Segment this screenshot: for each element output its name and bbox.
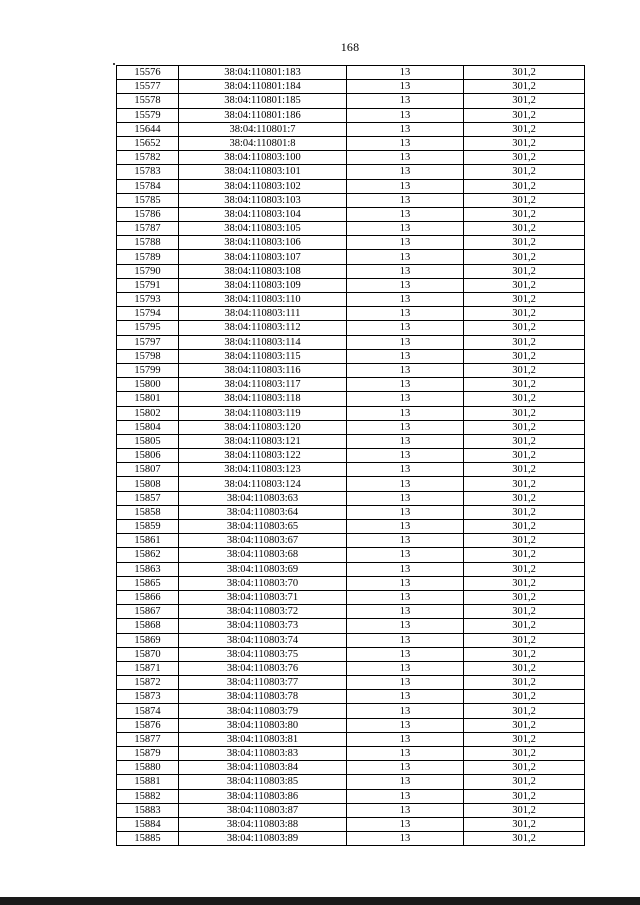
value-cell: 301,2 — [464, 293, 585, 307]
code-cell: 13 — [347, 803, 464, 817]
value-cell: 301,2 — [464, 193, 585, 207]
value-cell: 301,2 — [464, 108, 585, 122]
cadastral-number-cell: 38:04:110803:108 — [179, 264, 347, 278]
code-cell: 13 — [347, 534, 464, 548]
record-number-cell: 15866 — [117, 590, 179, 604]
table-row — [117, 633, 585, 647]
record-number-cell: 15652 — [117, 136, 179, 150]
table-row — [117, 165, 585, 179]
cadastral-number-cell: 38:04:110803:122 — [179, 449, 347, 463]
value-cell: 301,2 — [464, 406, 585, 420]
cadastral-number-cell: 38:04:110803:63 — [179, 491, 347, 505]
value-cell: 301,2 — [464, 619, 585, 633]
record-number-cell: 15805 — [117, 434, 179, 448]
table-row — [117, 590, 585, 604]
record-number-cell: 15785 — [117, 193, 179, 207]
code-cell: 13 — [347, 293, 464, 307]
record-number-cell: 15876 — [117, 718, 179, 732]
code-cell: 13 — [347, 80, 464, 94]
value-cell: 301,2 — [464, 817, 585, 831]
record-number-cell: 15877 — [117, 732, 179, 746]
code-cell: 13 — [347, 817, 464, 831]
record-number-cell: 15797 — [117, 335, 179, 349]
table-row — [117, 207, 585, 221]
code-cell: 13 — [347, 590, 464, 604]
value-cell: 301,2 — [464, 349, 585, 363]
value-cell: 301,2 — [464, 236, 585, 250]
value-cell: 301,2 — [464, 250, 585, 264]
value-cell: 301,2 — [464, 732, 585, 746]
code-cell: 13 — [347, 406, 464, 420]
code-cell: 13 — [347, 122, 464, 136]
value-cell: 301,2 — [464, 165, 585, 179]
cadastral-number-cell: 38:04:110803:68 — [179, 548, 347, 562]
table-row — [117, 236, 585, 250]
code-cell: 13 — [347, 378, 464, 392]
record-number-cell: 15857 — [117, 491, 179, 505]
cadastral-number-cell: 38:04:110803:111 — [179, 307, 347, 321]
code-cell: 13 — [347, 704, 464, 718]
code-cell: 13 — [347, 222, 464, 236]
table-row — [117, 250, 585, 264]
code-cell: 13 — [347, 108, 464, 122]
cadastral-number-cell: 38:04:110803:77 — [179, 676, 347, 690]
value-cell: 301,2 — [464, 718, 585, 732]
code-cell: 13 — [347, 619, 464, 633]
table-row — [117, 278, 585, 292]
value-cell: 301,2 — [464, 633, 585, 647]
record-number-cell: 15879 — [117, 747, 179, 761]
code-cell: 13 — [347, 605, 464, 619]
cadastral-number-cell: 38:04:110803:89 — [179, 832, 347, 846]
record-number-cell: 15808 — [117, 477, 179, 491]
table-row — [117, 619, 585, 633]
cadastral-number-cell: 38:04:110803:69 — [179, 562, 347, 576]
code-cell: 13 — [347, 491, 464, 505]
table-row — [117, 562, 585, 576]
value-cell: 301,2 — [464, 335, 585, 349]
record-number-cell: 15789 — [117, 250, 179, 264]
cadastral-number-cell: 38:04:110801:8 — [179, 136, 347, 150]
value-cell: 301,2 — [464, 321, 585, 335]
table-row — [117, 732, 585, 746]
record-number-cell: 15784 — [117, 179, 179, 193]
table-row — [117, 136, 585, 150]
table-row — [117, 222, 585, 236]
value-cell: 301,2 — [464, 747, 585, 761]
table-row — [117, 505, 585, 519]
record-number-cell: 15790 — [117, 264, 179, 278]
value-cell: 301,2 — [464, 136, 585, 150]
table-row — [117, 434, 585, 448]
record-number-cell: 15871 — [117, 661, 179, 675]
table-row — [117, 363, 585, 377]
record-number-cell: 15799 — [117, 363, 179, 377]
cadastral-number-cell: 38:04:110803:73 — [179, 619, 347, 633]
code-cell: 13 — [347, 236, 464, 250]
table-row — [117, 477, 585, 491]
cadastral-number-cell: 38:04:110801:184 — [179, 80, 347, 94]
table-row — [117, 690, 585, 704]
table-row — [117, 151, 585, 165]
value-cell: 301,2 — [464, 520, 585, 534]
value-cell: 301,2 — [464, 534, 585, 548]
cadastral-number-cell: 38:04:110803:119 — [179, 406, 347, 420]
cadastral-number-cell: 38:04:110803:115 — [179, 349, 347, 363]
code-cell: 13 — [347, 307, 464, 321]
code-cell: 13 — [347, 548, 464, 562]
code-cell: 13 — [347, 463, 464, 477]
code-cell: 13 — [347, 562, 464, 576]
value-cell: 301,2 — [464, 307, 585, 321]
cadastral-number-cell: 38:04:110803:85 — [179, 775, 347, 789]
record-number-cell: 15800 — [117, 378, 179, 392]
code-cell: 13 — [347, 94, 464, 108]
code-cell: 13 — [347, 732, 464, 746]
record-number-cell: 15863 — [117, 562, 179, 576]
value-cell: 301,2 — [464, 449, 585, 463]
cadastral-number-cell: 38:04:110803:117 — [179, 378, 347, 392]
cadastral-number-cell: 38:04:110803:71 — [179, 590, 347, 604]
code-cell: 13 — [347, 264, 464, 278]
table-row — [117, 576, 585, 590]
value-cell: 301,2 — [464, 207, 585, 221]
cadastral-number-cell: 38:04:110803:102 — [179, 179, 347, 193]
value-cell: 301,2 — [464, 676, 585, 690]
table-row — [117, 293, 585, 307]
code-cell: 13 — [347, 676, 464, 690]
table-row — [117, 193, 585, 207]
value-cell: 301,2 — [464, 505, 585, 519]
code-cell: 13 — [347, 633, 464, 647]
code-cell: 13 — [347, 832, 464, 846]
code-cell: 13 — [347, 505, 464, 519]
code-cell: 13 — [347, 420, 464, 434]
record-number-cell: 15791 — [117, 278, 179, 292]
record-number-cell: 15873 — [117, 690, 179, 704]
table-row — [117, 676, 585, 690]
code-cell: 13 — [347, 136, 464, 150]
table-row — [117, 704, 585, 718]
table-row — [117, 661, 585, 675]
code-cell: 13 — [347, 690, 464, 704]
value-cell: 301,2 — [464, 378, 585, 392]
value-cell: 301,2 — [464, 661, 585, 675]
table-row — [117, 66, 585, 80]
code-cell: 13 — [347, 661, 464, 675]
record-number-cell: 15883 — [117, 803, 179, 817]
cadastral-number-cell: 38:04:110803:109 — [179, 278, 347, 292]
code-cell: 13 — [347, 151, 464, 165]
value-cell: 301,2 — [464, 463, 585, 477]
code-cell: 13 — [347, 576, 464, 590]
value-cell: 301,2 — [464, 392, 585, 406]
table-row — [117, 832, 585, 846]
record-number-cell: 15579 — [117, 108, 179, 122]
value-cell: 301,2 — [464, 803, 585, 817]
record-number-cell: 15861 — [117, 534, 179, 548]
cadastral-number-cell: 38:04:110803:123 — [179, 463, 347, 477]
value-cell: 301,2 — [464, 832, 585, 846]
table-row — [117, 548, 585, 562]
cadastral-number-cell: 38:04:110801:183 — [179, 66, 347, 80]
code-cell: 13 — [347, 520, 464, 534]
cadastral-number-cell: 38:04:110803:88 — [179, 817, 347, 831]
table-row — [117, 335, 585, 349]
code-cell: 13 — [347, 321, 464, 335]
cadastral-number-cell: 38:04:110803:72 — [179, 605, 347, 619]
record-number-cell: 15881 — [117, 775, 179, 789]
table-row — [117, 420, 585, 434]
record-number-cell: 15870 — [117, 647, 179, 661]
cadastral-number-cell: 38:04:110803:104 — [179, 207, 347, 221]
table-row — [117, 647, 585, 661]
code-cell: 13 — [347, 392, 464, 406]
code-cell: 13 — [347, 349, 464, 363]
record-number-cell: 15867 — [117, 605, 179, 619]
record-number-cell: 15804 — [117, 420, 179, 434]
value-cell: 301,2 — [464, 789, 585, 803]
cadastral-number-cell: 38:04:110803:70 — [179, 576, 347, 590]
table-row — [117, 392, 585, 406]
table-row — [117, 534, 585, 548]
record-number-cell: 15885 — [117, 832, 179, 846]
record-number-cell: 15795 — [117, 321, 179, 335]
cadastral-number-cell: 38:04:110803:81 — [179, 732, 347, 746]
cadastral-number-cell: 38:04:110803:76 — [179, 661, 347, 675]
cadastral-number-cell: 38:04:110803:65 — [179, 520, 347, 534]
cadastral-number-cell: 38:04:110803:114 — [179, 335, 347, 349]
code-cell: 13 — [347, 165, 464, 179]
table-row — [117, 817, 585, 831]
scan-speck — [113, 63, 115, 65]
value-cell: 301,2 — [464, 363, 585, 377]
code-cell: 13 — [347, 66, 464, 80]
record-number-cell: 15802 — [117, 406, 179, 420]
record-number-cell: 15882 — [117, 789, 179, 803]
record-number-cell: 15577 — [117, 80, 179, 94]
record-number-cell: 15884 — [117, 817, 179, 831]
value-cell: 301,2 — [464, 420, 585, 434]
cadastral-number-cell: 38:04:110803:100 — [179, 151, 347, 165]
value-cell: 301,2 — [464, 690, 585, 704]
code-cell: 13 — [347, 363, 464, 377]
record-number-cell: 15794 — [117, 307, 179, 321]
table-row — [117, 775, 585, 789]
code-cell: 13 — [347, 477, 464, 491]
cadastral-number-cell: 38:04:110803:106 — [179, 236, 347, 250]
cadastral-number-cell: 38:04:110803:64 — [179, 505, 347, 519]
value-cell: 301,2 — [464, 491, 585, 505]
table-row — [117, 761, 585, 775]
table-row — [117, 122, 585, 136]
record-number-cell: 15880 — [117, 761, 179, 775]
record-number-cell: 15868 — [117, 619, 179, 633]
value-cell: 301,2 — [464, 122, 585, 136]
code-cell: 13 — [347, 434, 464, 448]
table-row — [117, 463, 585, 477]
value-cell: 301,2 — [464, 647, 585, 661]
cadastral-number-cell: 38:04:110803:84 — [179, 761, 347, 775]
cadastral-number-cell: 38:04:110803:80 — [179, 718, 347, 732]
record-number-cell: 15786 — [117, 207, 179, 221]
value-cell: 301,2 — [464, 548, 585, 562]
value-cell: 301,2 — [464, 94, 585, 108]
table-row — [117, 520, 585, 534]
value-cell: 301,2 — [464, 66, 585, 80]
cadastral-number-cell: 38:04:110803:110 — [179, 293, 347, 307]
scan-bottom-edge — [0, 897, 640, 905]
cadastral-number-cell: 38:04:110803:103 — [179, 193, 347, 207]
table-row — [117, 406, 585, 420]
record-number-cell: 15793 — [117, 293, 179, 307]
table-row — [117, 264, 585, 278]
cadastral-number-cell: 38:04:110803:79 — [179, 704, 347, 718]
value-cell: 301,2 — [464, 434, 585, 448]
cadastral-number-cell: 38:04:110803:74 — [179, 633, 347, 647]
table-row — [117, 349, 585, 363]
code-cell: 13 — [347, 761, 464, 775]
code-cell: 13 — [347, 207, 464, 221]
table-row — [117, 94, 585, 108]
table-row — [117, 80, 585, 94]
cadastral-number-cell: 38:04:110803:86 — [179, 789, 347, 803]
cadastral-number-cell: 38:04:110803:67 — [179, 534, 347, 548]
cadastral-number-cell: 38:04:110803:124 — [179, 477, 347, 491]
record-number-cell: 15787 — [117, 222, 179, 236]
code-cell: 13 — [347, 647, 464, 661]
table-row — [117, 449, 585, 463]
cadastral-number-cell: 38:04:110801:7 — [179, 122, 347, 136]
table-row — [117, 321, 585, 335]
page-number: 168 — [340, 40, 360, 54]
table-row — [117, 378, 585, 392]
record-number-cell: 15801 — [117, 392, 179, 406]
record-number-cell: 15576 — [117, 66, 179, 80]
table-row — [117, 307, 585, 321]
record-number-cell: 15862 — [117, 548, 179, 562]
value-cell: 301,2 — [464, 264, 585, 278]
record-number-cell: 15806 — [117, 449, 179, 463]
value-cell: 301,2 — [464, 562, 585, 576]
record-number-cell: 15644 — [117, 122, 179, 136]
cadastral-number-cell: 38:04:110803:116 — [179, 363, 347, 377]
record-number-cell: 15807 — [117, 463, 179, 477]
cadastral-number-cell: 38:04:110803:120 — [179, 420, 347, 434]
cadastral-number-cell: 38:04:110801:185 — [179, 94, 347, 108]
table-row — [117, 747, 585, 761]
cadastral-number-cell: 38:04:110803:118 — [179, 392, 347, 406]
value-cell: 301,2 — [464, 151, 585, 165]
table-row — [117, 179, 585, 193]
table-row — [117, 803, 585, 817]
value-cell: 301,2 — [464, 605, 585, 619]
table-row — [117, 108, 585, 122]
value-cell: 301,2 — [464, 576, 585, 590]
cadastral-number-cell: 38:04:110803:105 — [179, 222, 347, 236]
record-number-cell: 15874 — [117, 704, 179, 718]
cadastral-number-cell: 38:04:110803:107 — [179, 250, 347, 264]
record-number-cell: 15865 — [117, 576, 179, 590]
value-cell: 301,2 — [464, 80, 585, 94]
code-cell: 13 — [347, 335, 464, 349]
cadastral-number-cell: 38:04:110803:101 — [179, 165, 347, 179]
value-cell: 301,2 — [464, 775, 585, 789]
code-cell: 13 — [347, 747, 464, 761]
table-row — [117, 789, 585, 803]
code-cell: 13 — [347, 449, 464, 463]
cadastral-number-cell: 38:04:110803:87 — [179, 803, 347, 817]
cadastral-number-cell: 38:04:110803:75 — [179, 647, 347, 661]
record-number-cell: 15782 — [117, 151, 179, 165]
value-cell: 301,2 — [464, 704, 585, 718]
value-cell: 301,2 — [464, 278, 585, 292]
value-cell: 301,2 — [464, 761, 585, 775]
cadastral-number-cell: 38:04:110803:83 — [179, 747, 347, 761]
code-cell: 13 — [347, 775, 464, 789]
record-number-cell: 15869 — [117, 633, 179, 647]
cadastral-table — [116, 65, 585, 846]
code-cell: 13 — [347, 193, 464, 207]
code-cell: 13 — [347, 278, 464, 292]
value-cell: 301,2 — [464, 590, 585, 604]
code-cell: 13 — [347, 789, 464, 803]
cadastral-number-cell: 38:04:110801:186 — [179, 108, 347, 122]
cadastral-number-cell: 38:04:110803:112 — [179, 321, 347, 335]
code-cell: 13 — [347, 718, 464, 732]
record-number-cell: 15798 — [117, 349, 179, 363]
table-row — [117, 491, 585, 505]
record-number-cell: 15872 — [117, 676, 179, 690]
value-cell: 301,2 — [464, 222, 585, 236]
value-cell: 301,2 — [464, 179, 585, 193]
code-cell: 13 — [347, 179, 464, 193]
record-number-cell: 15578 — [117, 94, 179, 108]
record-number-cell: 15783 — [117, 165, 179, 179]
record-number-cell: 15859 — [117, 520, 179, 534]
cadastral-number-cell: 38:04:110803:78 — [179, 690, 347, 704]
table-row — [117, 605, 585, 619]
table-row — [117, 718, 585, 732]
cadastral-number-cell: 38:04:110803:121 — [179, 434, 347, 448]
table-body — [117, 66, 585, 846]
record-number-cell: 15858 — [117, 505, 179, 519]
value-cell: 301,2 — [464, 477, 585, 491]
code-cell: 13 — [347, 250, 464, 264]
record-number-cell: 15788 — [117, 236, 179, 250]
